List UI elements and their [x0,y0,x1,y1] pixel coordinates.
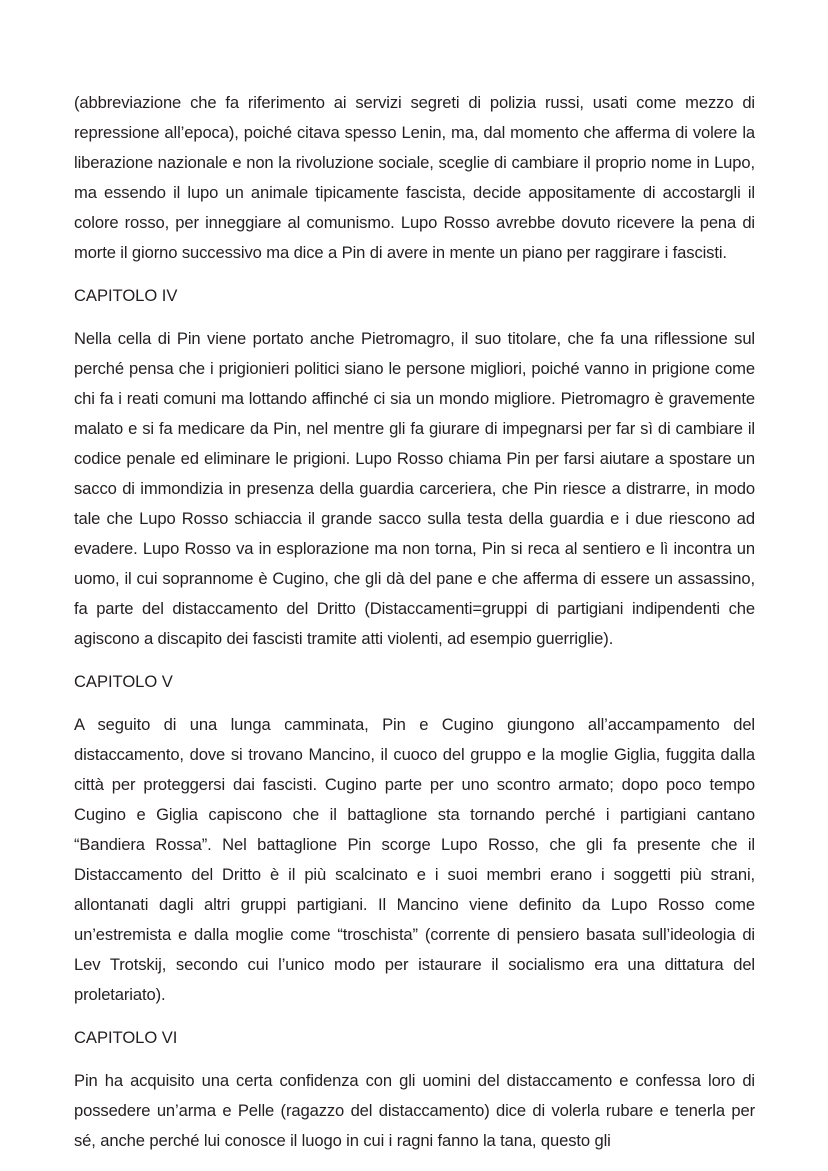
body-paragraph: Nella cella di Pin viene portato anche Pietromagro, il suo titolare, che fa una riflessione sul perché pensa che i prigionieri politici siano le persone migliori, poiché vanno in prigione come chi fa i reati comuni ma lottando affinché ci sia un mondo migliore. Pietromagro è gravemente malato e si fa medicare da Pin, nel mentre gli fa giurare di impegnarsi per far sì di cambiare il codice penale ed eliminare le prigioni. Lupo Rosso chiama Pin per farsi aiutare a spostare un sacco di immondizia in presenza della guardia carceriera, che Pin riesce a distrarre, in modo tale che Lupo Rosso schiaccia il grande sacco sulla testa della guardia e i due riescono ad evadere. Lupo Rosso va in esplorazione ma non torna, Pin si reca al sentiero e lì incontra un uomo, il cui soprannome è Cugino, che gli dà del pane e che afferma di essere un assassino, fa parte del distaccamento del Dritto (Distaccamenti=gruppi di partigiani indipendenti che agiscono a discapito dei fascisti tramite atti violenti, ad esempio guerriglie). [74,329,755,648]
text-column [74,88,755,1156]
chapter-heading-iv: CAPITOLO IV [74,286,178,305]
body-paragraph: A seguito di una lunga camminata, Pin e Cugino giungono all’accampamento del distaccamento, dove si trovano Mancino, il cuoco del gruppo e la moglie Giglia, fuggita dalla città per proteggersi dai fascisti. Cugino parte per uno scontro armato; dopo poco tempo Cugino e Giglia capiscono che il battaglione sta tornando perché i partigiani cantano “Bandiera Rossa”. Nel battaglione Pin scorge Lupo Rosso, che gli fa presente che il Distaccamento del Dritto è il più scalcinato e i suoi membri erano i soggetti più strani, allontanati dagli altri gruppi partigiani. Il Mancino viene definito da Lupo Rosso come un’estremista e dalla moglie come “troschista” (corrente di pensiero basata sull’ideologia di Lev Trotskij, secondo cui l’unico modo per istaurare il socialismo era una dittatura del proletariato). [74,715,755,1004]
chapter-heading-v: CAPITOLO V [74,672,173,691]
body-paragraph: Pin ha acquisito una certa confidenza con gli uomini del distaccamento e confessa loro di possedere un’arma e Pelle (ragazzo del distaccamento) dice di volerla rubare e tenerla per sé, anche perché lui conosce il luogo in cui i ragni fanno la tana, questo gli [74,1071,755,1150]
body-paragraph: (abbreviazione che fa riferimento ai servizi segreti di polizia russi, usati come mezzo di repressione all’epoca), poiché citava spesso Lenin, ma, dal momento che afferma di volere la liberazione nazionale e non la rivoluzione sociale, sceglie di cambiare il proprio nome in Lupo, ma essendo il lupo un animale tipicamente fascista, decide appositamente di accostargli il colore rosso, per inneggiare al comunismo. Lupo Rosso avrebbe dovuto ricevere la pena di morte il giorno successivo ma dice a Pin di avere in mente un piano per raggirare i fascisti. [74,93,755,262]
chapter-heading-vi: CAPITOLO VI [74,1028,178,1047]
